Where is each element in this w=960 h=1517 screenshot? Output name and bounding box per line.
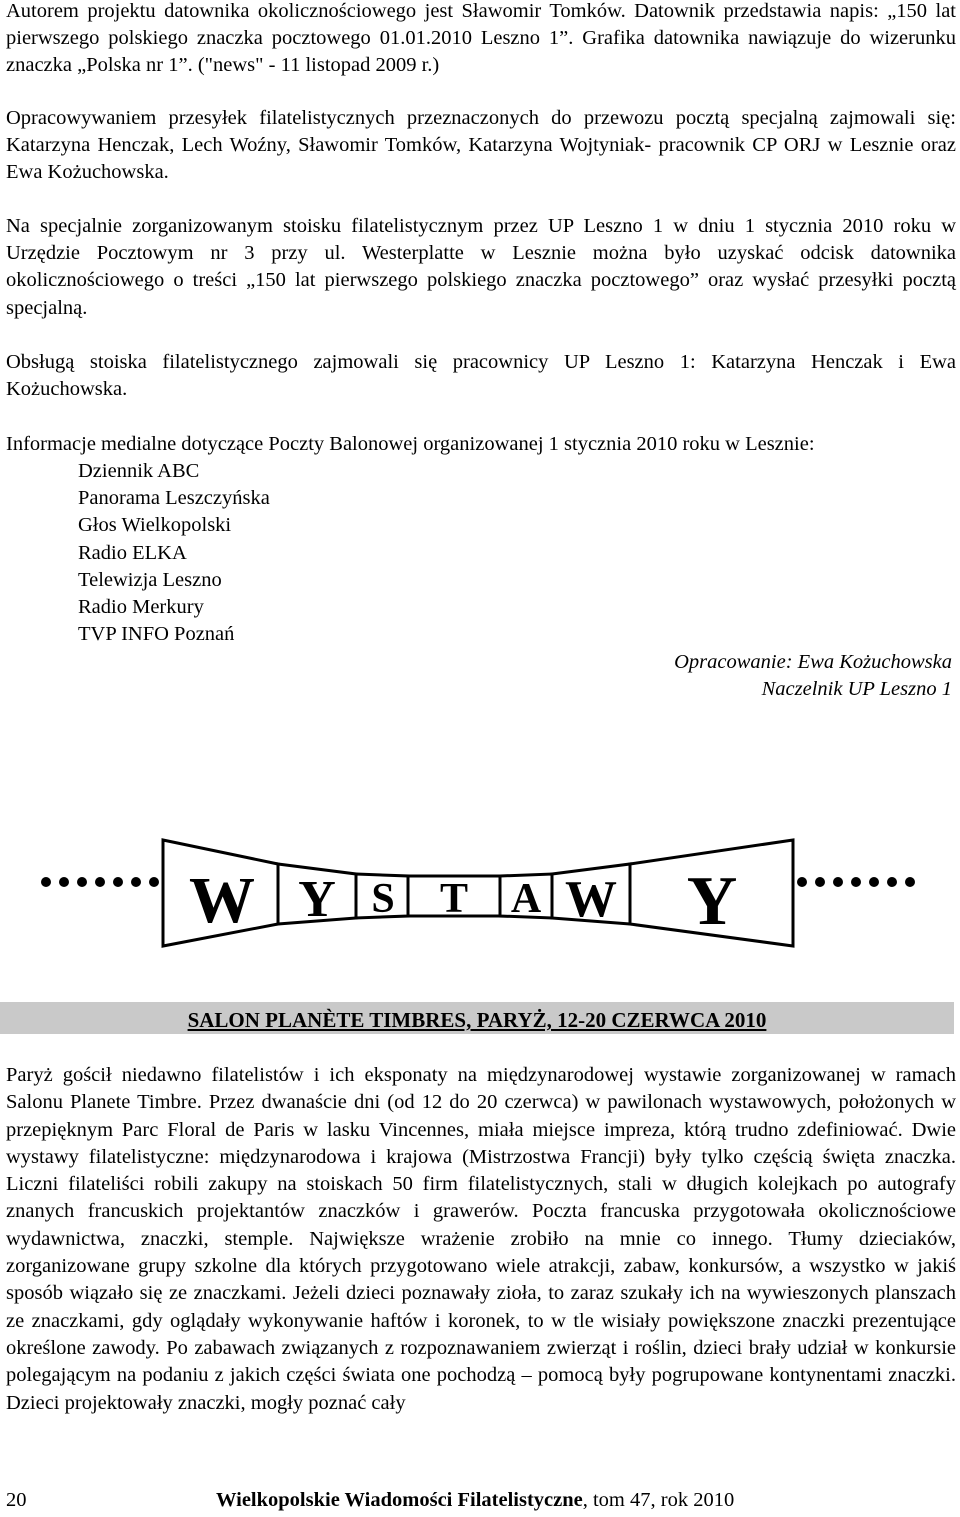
paragraph-parcel-preparation: Opracowywaniem przesyłek filatelistycznych przeznaczonych do przewozu pocztą specjalną zajmowali się: Katarzyna Henczak, Lech Woźny, Sławomir Tomków, Katarzyna Wojtyniak- pracownik CP ORJ w Lesznie oraz Ewa Kożuchowska. — [6, 107, 956, 184]
signature-line-author: Opracowanie: Ewa Kożuchowska — [674, 651, 952, 673]
author-signature — [674, 649, 952, 703]
list-item: TVP INFO Poznań — [78, 623, 235, 646]
wystawy-banner — [38, 818, 918, 968]
banner-letter: W — [565, 871, 617, 928]
banner-letter: A — [510, 876, 542, 922]
paragraph-datownik-author: Autorem projektu datownika okolicznościowego jest Sławomir Tomków. Datownik przedstawia napis: „150 lat pierwszego polskiego znaczka pocztowego 01.01.2010 Leszno 1”. Grafika datownika nawiązuje do wizerunku znaczka „Polska nr 1”. ("news" - 11 listopad 2009 r.) — [6, 0, 956, 77]
journal-issue: , tom 47, rok 2010 — [582, 1489, 735, 1511]
page-number: 20 — [6, 1489, 27, 1511]
paragraph-philatelic-stand: Na specjalnie zorganizowanym stoisku filatelistycznym przez UP Leszno 1 w dniu 1 stycznia 2010 roku w Urzędzie Pocztowym nr 3 przy ul. Westerplatte w Lesznie można było uzyskać odcisk datownika okolicznościowego o treści „150 lat pierwszego polskiego znaczka pocztowego” oraz wysłać przesyłki pocztą specjalną. — [6, 215, 956, 319]
list-item: Panorama Leszczyńska — [78, 487, 270, 510]
list-item: Radio ELKA — [78, 541, 187, 564]
banner-letter: T — [439, 876, 469, 922]
banner-letter: W — [189, 864, 255, 937]
paragraph-media-intro: Informacje medialne dotyczące Poczty Balonowej organizowanej 1 stycznia 2010 roku w Lesznie: — [6, 433, 815, 455]
banner-letter: Y — [686, 863, 738, 940]
journal-title: Wielkopolskie Wiadomości Filatelistyczne — [216, 1489, 583, 1511]
paragraph-stand-staff: Obsługą stoiska filatelistycznego zajmowali się pracownicy UP Leszno 1: Katarzyna Henczak i Ewa Kożuchowska. — [6, 351, 956, 401]
section-heading: SALON PLANÈTE TIMBRES, PARYŻ, 12-20 CZERWCA 2010 — [0, 1002, 954, 1034]
media-list — [78, 458, 270, 648]
list-item: Głos Wielkopolski — [78, 514, 232, 537]
paragraph-paris-salon: Paryż gościł niedawno filatelistów i ich eksponaty na międzynarodowej wystawie zorganizowanej w ramach Salonu Planete Timbre. Przez dwanaście dni (od 12 do 20 czerwca) w pawilonach wystawowych, położonych w przepięknym Parc Floral de Paris w lasku Vincennes, miała miejsce impreza, którą trudno zdefiniować. Dwie wystawy filatelistyczne: międzynarodowa i krajowa (Mistrzostwa Francji) były tylko częścią święta znaczka. Liczni filateliści robili zakupy na stoiskach 50 firm filatelistycznych, stali w długich kolejkach po autografy znanych francuskich projektantów znaczków i grawerów. Poczta francuska przygotowała okolicznościowe wydawnictwa, znaczki, stemple. Największe wrażenie zrobiło na mnie co innego. Tłumy dzieciaków, zorganizowane grupy szkolne dla których przygotowano wiele atrakcji, zabaw, konkursów, a wszystko w jakiś sposób wiązało się ze znaczkami. Jeżeli dzieci poznawały zioła, to zaraz szukały ich na wywieszonych planszach ze znaczkami, gdy oglądały wykonywanie haftów i koronek, to w tle wisiały powiększone znaczki prezentujące określone zawody. Po zabawach związanych z rozpoznawaniem zwierząt i roślin, dzieci brały udział w konkursie polegającym na podaniu z jakich części świata one pochodzą – pomocą były pogrupowane kontynentami znaczki. Dzieci projektowały znaczki, mogły poznać cały — [6, 1064, 956, 1414]
journal-citation — [216, 1489, 734, 1512]
signature-line-role: Naczelnik UP Leszno 1 — [761, 678, 952, 701]
list-item: Radio Merkury — [78, 596, 204, 619]
list-item: Telewizja Leszno — [78, 568, 222, 591]
banner-letter: S — [371, 876, 395, 922]
banner-letter: Y — [298, 871, 336, 928]
list-item: Dziennik ABC — [78, 460, 200, 482]
